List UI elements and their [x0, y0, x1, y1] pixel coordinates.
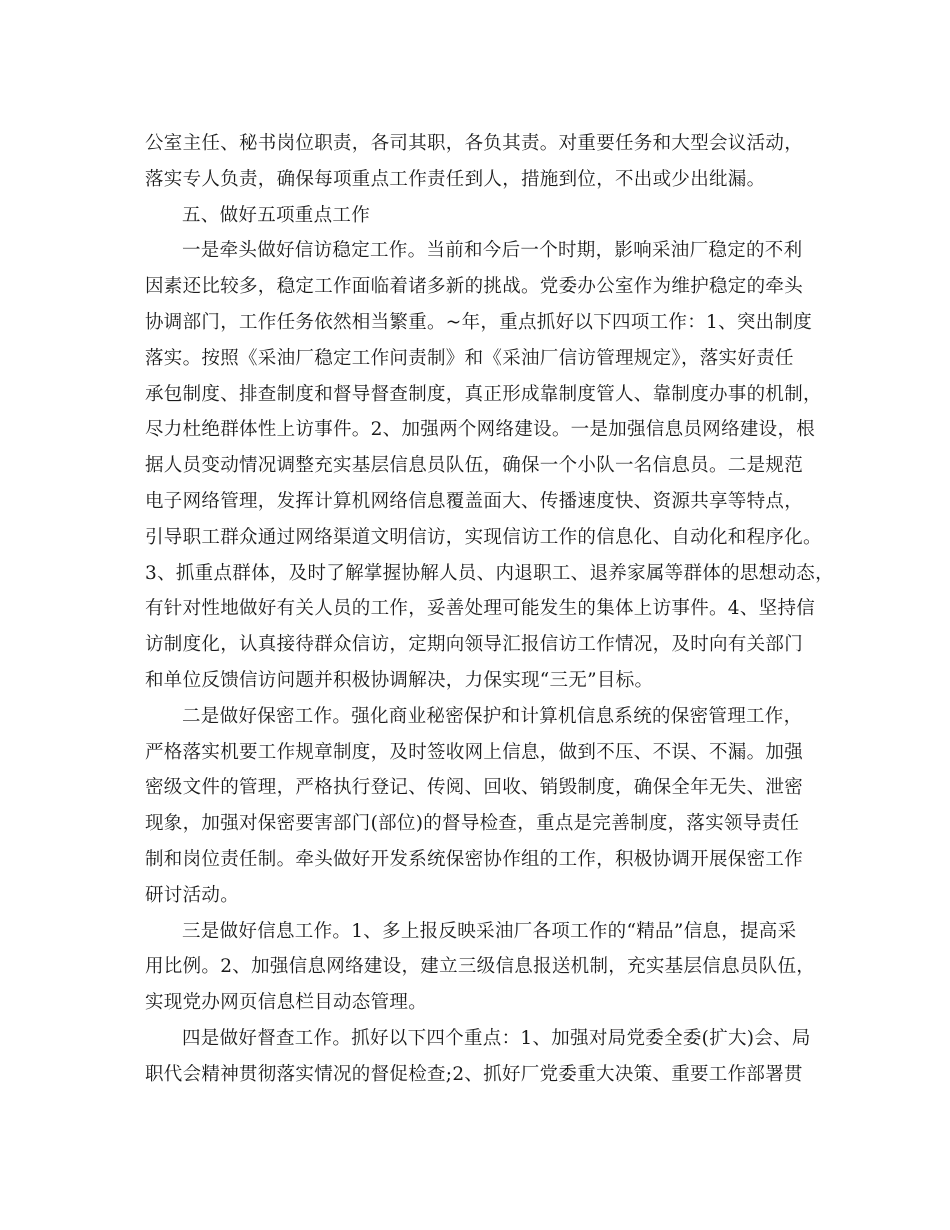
text-line: 3、抓重点群体，及时了解掌握协解人员、内退职工、退养家属等群体的思想动态， — [145, 562, 834, 584]
text-line: 严格落实机要工作规章制度，及时签收网上信息，做到不压、不误、不漏。加强 — [145, 741, 804, 763]
text-line: 因素还比较多，稳定工作面临着诸多新的挑战。党委办公室作为维护稳定的牵头 — [145, 276, 804, 298]
text-line: 三是做好信息工作。1、多上报反映采油厂各项工作的“精品”信息，提高采 — [182, 920, 797, 942]
document-body — [145, 126, 834, 1093]
text-line: 现象，加强对保密要害部门(部位)的督导检查，重点是完善制度，落实领导责任 — [145, 813, 800, 835]
text-line: 承包制度、排查制度和督导督查制度，真正形成靠制度管人、靠制度办事的机制， — [145, 383, 822, 405]
text-line: 四是做好督查工作。抓好以下四个重点：1、加强对局党委全委(扩大)会、局 — [182, 1027, 811, 1049]
text-line: 公室主任、秘书岗位职责，各司其职，各负其责。对重要任务和大型会议活动， — [145, 133, 804, 154]
text-line: 有针对性地做好有关人员的工作，妥善处理可能发生的集体上访事件。4、坚持信 — [145, 598, 816, 620]
paragraph-duty-continuation — [145, 126, 810, 198]
text-line: 制和岗位责任制。牵头做好开发系统保密协作组的工作，积极协调开展保密工作 — [145, 848, 804, 870]
text-line: 职代会精神贯彻落实情况的督促检查;2、抓好厂党委重大决策、重要工作部署贯 — [145, 1063, 803, 1085]
text-line: 据人员变动情况调整充实基层信息员队伍，确保一个小队一名信息员。二是规范 — [145, 455, 804, 477]
text-line: 电子网络管理，发挥计算机网络信息覆盖面大、传播速度快、资源共享等特点， — [145, 490, 804, 512]
text-line: 研讨活动。 — [145, 884, 240, 906]
text-line: 密级文件的管理，严格执行登记、传阅、回收、销毁制度，确保全年无失、泄密 — [145, 777, 804, 799]
section-heading-text: 五、做好五项重点工作 — [182, 204, 371, 226]
text-line: 实现党办网页信息栏目动态管理。 — [145, 992, 428, 1014]
text-line: 引导职工群众通过网络渠道文明信访，实现信访工作的信息化、自动化和程序化。 — [145, 526, 822, 548]
text-line: 协调部门，工作任务依然相当繁重。~年，重点抓好以下四项工作：1、突出制度 — [145, 311, 813, 333]
section-heading — [145, 198, 810, 234]
text-line: 一是牵头做好信访稳定工作。当前和今后一个时期，影响采油厂稳定的不利 — [182, 240, 803, 262]
text-line: 用比例。2、加强信息网络建设，建立三级信息报送机制，充实基层信息员队伍， — [145, 956, 816, 978]
text-line: 尽力杜绝群体性上访事件。2、加强两个网络建设。一是加强信息员网络建设，根 — [145, 419, 816, 441]
paragraph-information — [145, 914, 816, 1021]
paragraph-confidentiality — [145, 699, 810, 914]
text-line: 访制度化，认真接待群众信访，定期向领导汇报信访工作情况，及时向有关部门 — [145, 634, 804, 656]
text-line: 落实。按照《采油厂稳定工作问责制》和《采油厂信访管理规定》，落实好责任 — [145, 347, 794, 369]
text-line: 落实专人负责，确保每项重点工作责任到人，措施到位，不出或少出纰漏。 — [145, 168, 766, 190]
paragraph-petition-stability — [145, 233, 834, 698]
paragraph-supervision — [145, 1021, 810, 1093]
text-line: 二是做好保密工作。强化商业秘密保护和计算机信息系统的保密管理工作， — [182, 705, 803, 727]
text-line: 和单位反馈信访问题并积极协调解决，力保实现“三无”目标。 — [145, 669, 654, 691]
